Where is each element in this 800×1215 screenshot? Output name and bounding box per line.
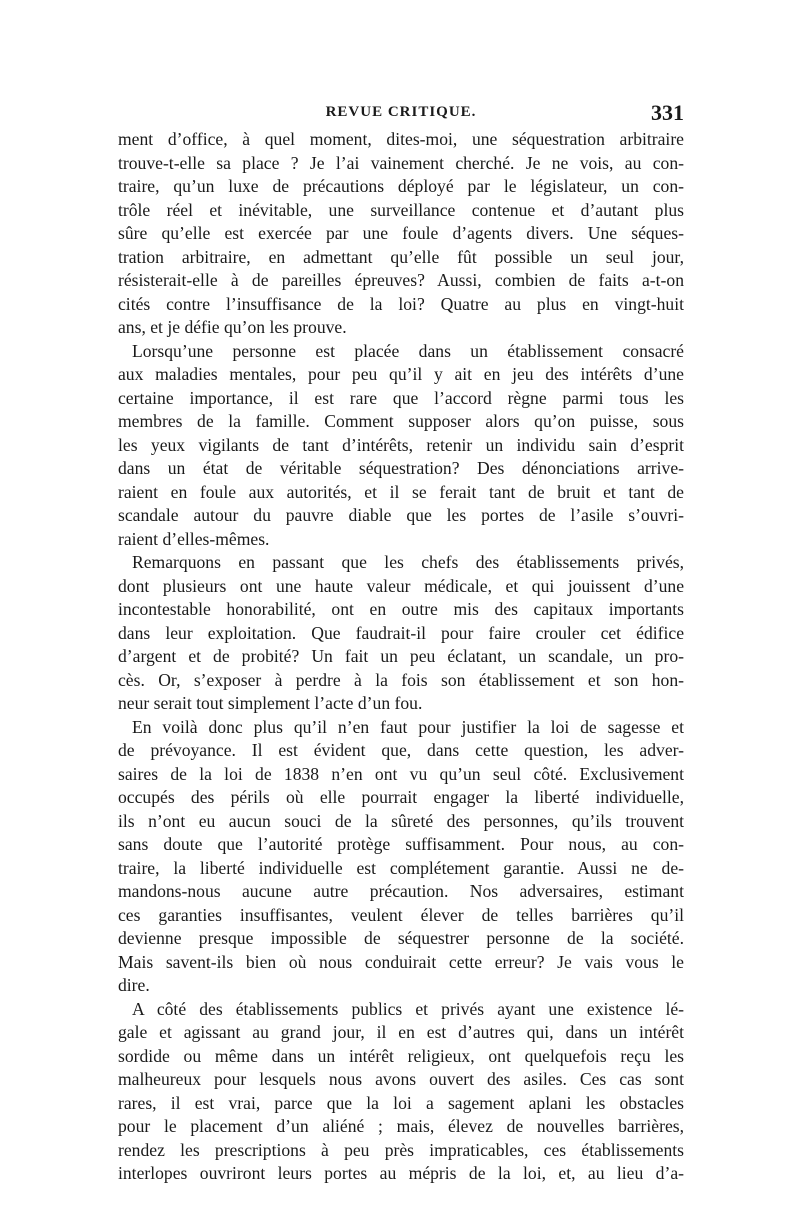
text-line: d’argent et de probité? Un fait un peu éclatant, un scandale, un pro- <box>118 646 684 666</box>
text-line: gale et agissant au grand jour, il en est d’autres qui, dans un intérêt <box>118 1022 684 1042</box>
text-line: raient d’elles-mêmes. <box>118 528 270 549</box>
text-line: cités contre l’insuffisance de la loi? Quatre au plus en vingt-huit <box>118 293 684 314</box>
text-line: dans un état de véritable séquestration? Des dénonciations arrive- <box>118 458 684 478</box>
text-line: ces garanties insuffisantes, veulent élever de telles barrières qu’il <box>118 904 684 925</box>
text-line: ment d’office, à quel moment, dites-moi, une séquestration arbitraire <box>118 129 684 149</box>
text-line: cès. Or, s’exposer à perdre à la fois son établissement et son hon- <box>118 669 684 690</box>
text-line: mandons-nous aucune autre précaution. Nos adversaires, estimant <box>118 881 684 901</box>
running-title: REVUE CRITIQUE. <box>325 104 477 120</box>
text-line: scandale autour du pauvre diable que les portes de l’asile s’ouvri- <box>118 505 684 525</box>
text-line: dont plusieurs ont une haute valeur médicale, et qui jouissent d’une <box>118 575 684 596</box>
text-line: traire, la liberté individuelle est complétement garantie. Aussi ne de- <box>118 857 684 878</box>
body-text <box>118 128 684 1186</box>
paragraph-start-line: A côté des établissements publics et privés ayant une existence lé- <box>132 998 684 1019</box>
text-line: ans, et je défie qu’on les prouve. <box>118 317 347 337</box>
text-line: rendez les prescriptions à peu près impraticables, ces établissements <box>118 1139 684 1160</box>
text-line: les yeux vigilants de tant d’intérêts, retenir un individu sain d’esprit <box>118 434 684 455</box>
text-line: sordide ou même dans un intérêt religieux, ont quelquefois reçu les <box>118 1045 684 1066</box>
text-line: incontestable honorabilité, ont en outre mis des capitaux importants <box>118 599 684 619</box>
text-line: saires de la loi de 1838 n’en ont vu qu’un seul côté. Exclusivement <box>118 763 684 784</box>
text-line: occupés des périls où elle pourrait engager la liberté individuelle, <box>118 787 684 807</box>
text-line: dans leur exploitation. Que faudrait-il pour faire crouler cet édifice <box>118 622 684 643</box>
text-line: tration arbitraire, en admettant qu’elle fût possible un seul jour, <box>118 246 684 267</box>
text-line: rares, il est vrai, parce que la loi a sagement aplani les obstacles <box>118 1092 684 1113</box>
paragraph-start-line: Lorsqu’une personne est placée dans un établissement consacré <box>132 340 684 361</box>
text-line: aux maladies mentales, pour peu qu’il y ait en jeu des intérêts d’une <box>118 364 684 384</box>
text-line: traire, qu’un luxe de précautions déployé par le législateur, un con- <box>118 176 684 196</box>
running-head <box>118 100 684 126</box>
text-line: de prévoyance. Il est évident que, dans cette question, les adver- <box>118 740 684 760</box>
text-line: pour le placement d’un aliéné ; mais, élevez de nouvelles barrières, <box>118 1116 684 1136</box>
text-line: devienne presque impossible de séquestrer personne de la société. <box>118 928 684 948</box>
text-line: trouve-t-elle sa place ? Je l’ai vainement cherché. Je ne vois, au con- <box>118 152 684 173</box>
text-line: certaine importance, il est rare que l’accord règne parmi tous les <box>118 387 684 408</box>
text-line: neur serait tout simplement l’acte d’un fou. <box>118 693 423 713</box>
text-line: interlopes ouvriront leurs portes au mépris de la loi, et, au lieu d’a- <box>118 1163 684 1183</box>
text-line: raient en foule aux autorités, et il se ferait tant de bruit et tant de <box>118 481 684 502</box>
text-line: résisterait-elle à de pareilles épreuves? Aussi, combien de faits a-t-on <box>118 270 684 290</box>
text-line: trôle réel et inévitable, une surveillance contenue et d’autant plus <box>118 199 684 220</box>
paragraph-start-line: En voilà donc plus qu’il n’en faut pour justifier la loi de sagesse et <box>132 716 684 737</box>
text-line: ils n’ont eu aucun souci de la sûreté des personnes, qu’ils trouvent <box>118 810 684 831</box>
paragraph-start-line: Remarquons en passant que les chefs des établissements privés, <box>132 552 684 572</box>
text-line: sans doute que l’autorité protège suffisamment. Pour nous, au con- <box>118 834 684 854</box>
page-number: 331 <box>651 100 684 125</box>
text-line: sûre qu’elle est exercée par une foule d’agents divers. Une séques- <box>118 223 684 243</box>
text-line: membres de la famille. Comment supposer alors qu’on puisse, sous <box>118 411 684 431</box>
text-line: Mais savent-ils bien où nous conduirait cette erreur? Je vais vous le <box>118 951 684 972</box>
text-line: dire. <box>118 975 150 995</box>
text-line: malheureux pour lesquels nous avons ouvert des asiles. Ces cas sont <box>118 1069 684 1089</box>
